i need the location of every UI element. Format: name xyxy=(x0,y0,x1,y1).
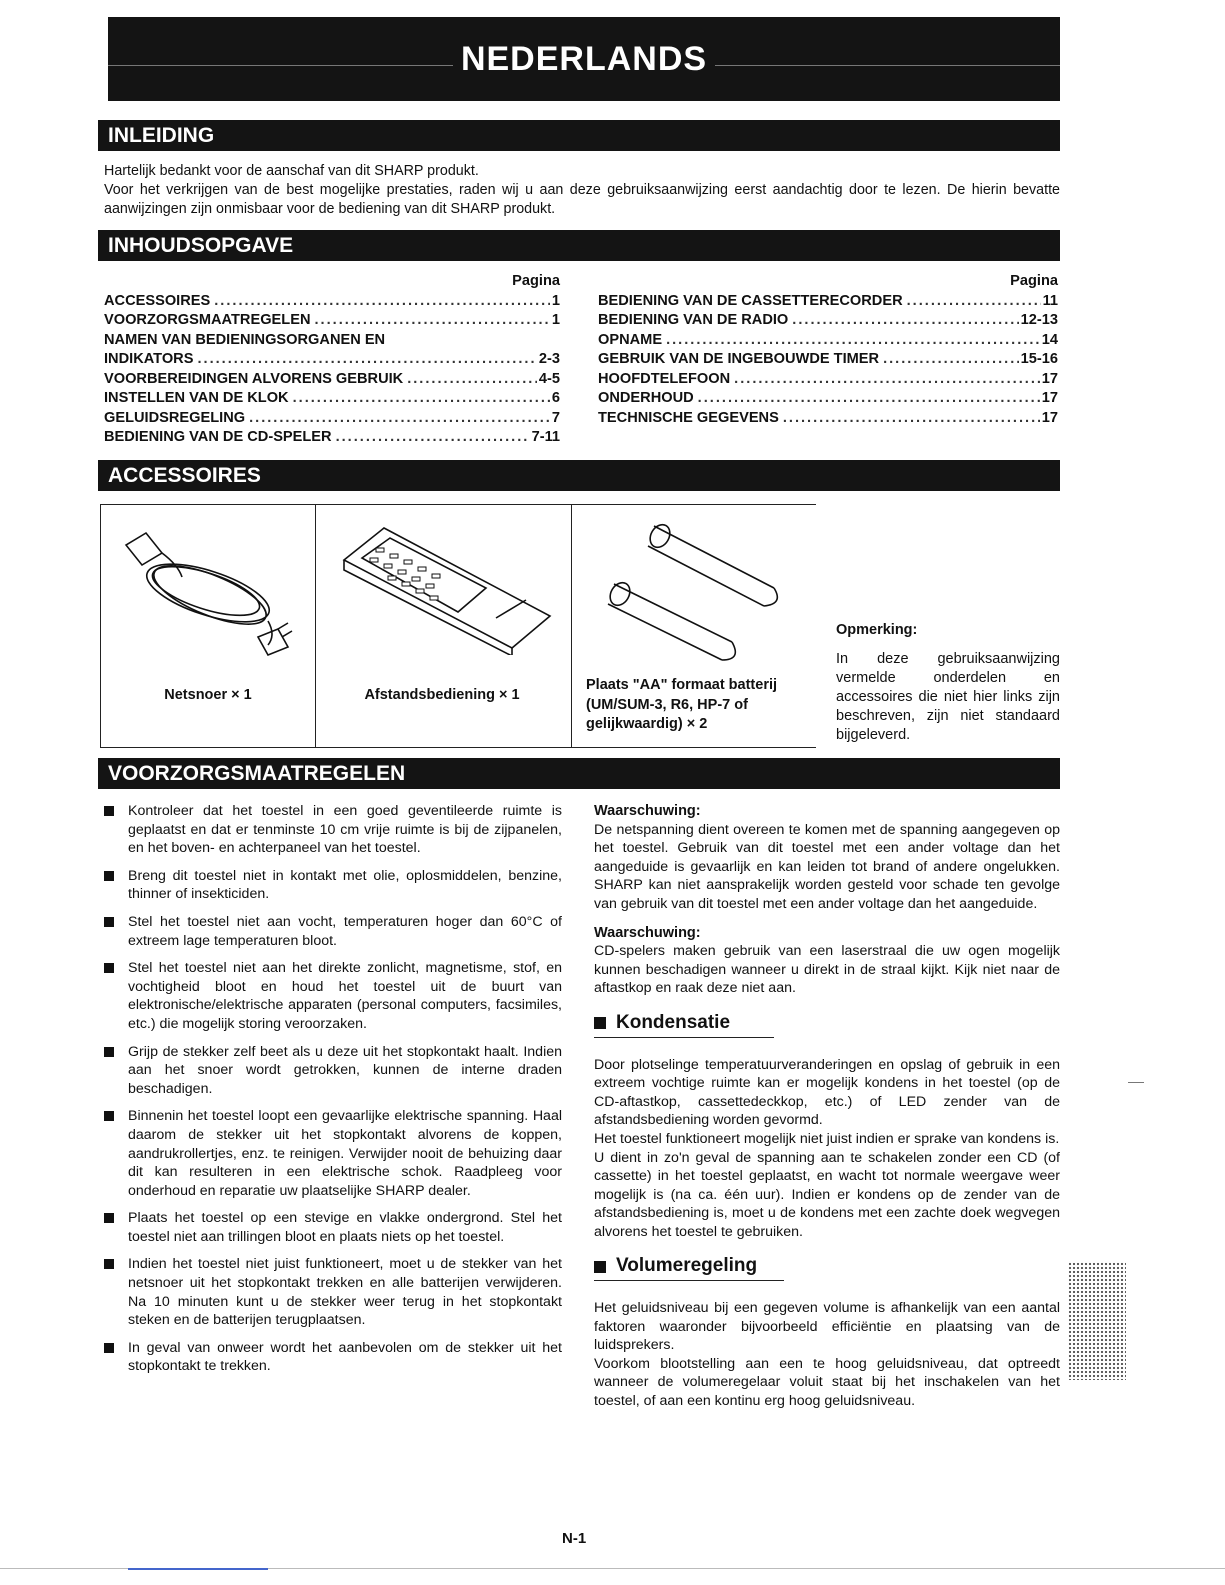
section-bar-precautions xyxy=(98,758,1060,789)
intro-text xyxy=(104,162,1060,219)
condensation-paragraph: Het toestel funktioneert mogelijk niet juist indien er sprake van kondens is. xyxy=(594,1130,1060,1147)
bullet-square xyxy=(594,1017,606,1029)
note-title: Opmerking: xyxy=(836,622,918,638)
toc-entry: GELUIDSREGELING ..... 7 xyxy=(104,409,560,429)
section-title-accessories: ACCESSOIRES xyxy=(108,464,267,487)
heading-underline xyxy=(594,1280,784,1281)
toc-page-header-right: Pagina xyxy=(1010,273,1058,289)
toc-entry: VOORZORGSMAATREGELEN ..... 1 xyxy=(104,311,560,331)
toc-entry: OPNAME ..... 14 xyxy=(598,331,1058,351)
heading-underline xyxy=(594,1037,774,1038)
section-title-toc: INHOUDSOPGAVE xyxy=(108,234,299,257)
caption-batteries: Plaats "AA" formaat batterij (UM/SUM-3, R6, HP-7 of gelijkwaardig) × 2 xyxy=(586,677,778,732)
warning-title: Waarschuwing: xyxy=(594,803,701,819)
bullet-square xyxy=(594,1261,606,1273)
side-tab-marker xyxy=(1068,1262,1126,1380)
title-banner xyxy=(108,17,1060,101)
section-title-intro: INLEIDING xyxy=(108,124,220,147)
page-title: NEDERLANDS xyxy=(453,40,715,79)
list-item: Grijp de stekker zelf beet als u deze uit het stopkontakt haalt. Indien aan het snoer wordt getrokken, kunnen de interne draden beschadigen. xyxy=(100,1043,562,1099)
margin-mark xyxy=(1128,1082,1144,1083)
toc-right xyxy=(598,272,1058,428)
section-bar-accessories xyxy=(98,460,1060,491)
list-item: Stel het toestel niet aan het direkte zonlicht, magnetisme, stof, en vochtigheid bloot en houd het toestel uit de buurt van elektronische/elektrische apparaten (personal computers, facsimiles, etc.) die mogelijk storing veroorzaken. xyxy=(100,959,562,1033)
intro-line-2: Voor het verkrijgen van de best mogelijke prestaties, raden wij u aan deze gebruiksaanwijzing eerst aandachtig door te lezen. De hierin bevatte aanwijzingen zijn onmisbaar voor de bediening van dit SHARP produkt. xyxy=(104,182,1060,217)
caption-remote: Afstandsbediening × 1 xyxy=(364,687,520,703)
section-bar-intro xyxy=(98,120,1060,151)
batteries-illustration xyxy=(596,514,796,674)
list-item: Stel het toestel niet aan vocht, temperaturen hoger dan 60°C of extreem lage temperaturen bloot. xyxy=(100,913,562,950)
volume-paragraph: Het geluidsniveau bij een gegeven volume is afhankelijk van een aantal faktoren waaronder bijvoorbeeld efficiëntie en plaatsing van de luidsprekers. xyxy=(594,1300,1060,1354)
toc-left xyxy=(104,272,560,448)
toc-entry: NAMEN VAN BEDIENINGSORGANEN EN xyxy=(104,331,386,348)
condensation-paragraph: Door plotselinge temperatuurveranderingen en opslag of gebruik in een extreem vochtige ruimte kan er mogelijk kondens in het toestel (op de CD-aftastkop, cassettedeckkop, etc.) of LED zender van de afstandsbediening worden gevormd. xyxy=(594,1056,1060,1129)
divider xyxy=(315,504,316,748)
power-cord-illustration xyxy=(118,525,298,665)
list-item: Indien het toestel niet juist funktioneert, moet u de stekker van het netsnoer uit het stopkontakt trekken en alle batterijen verwijderen. Na 10 minuten kunt u de stekker weer terug in het stopkontakt steken en de batterijen terugplaatsen. xyxy=(100,1255,562,1329)
section-title-precautions: VOORZORGSMAATREGELEN xyxy=(108,762,411,785)
footer-link-underline xyxy=(128,1568,268,1570)
toc-entry: ACCESSOIRES ..... 1 xyxy=(104,292,560,312)
list-item: Binnenin het toestel loopt een gevaarlijke elektrische spanning. Haal daarom de stekker uit het stopkontakt alvorens de koppen, aandrukrollertjes, enz. te reinigen. Verwijder nooit de behuizing daar dit kan resulteren in een elektrische schok. Raadpleeg voor onderhoud en reparatie uw plaatselijke SHARP dealer. xyxy=(100,1107,562,1200)
toc-entry: INDIKATORS ..... 2-3 xyxy=(104,350,560,370)
toc-entry: GEBRUIK VAN DE INGEBOUWDE TIMER ..... 15-16 xyxy=(598,350,1058,370)
toc-entry: VOORBEREIDINGEN ALVORENS GEBRUIK ..... 4-5 xyxy=(104,370,560,390)
condensation-heading: Kondensatie xyxy=(594,1014,1060,1033)
warning-text: CD-spelers maken gebruik van een laserstraal die uw ogen mogelijk kunnen beschadigen wanneer u direkt in de straal kijkt. Kijk niet naar de aftastkop en raak deze niet aan. xyxy=(594,943,1060,997)
page-number: N-1 xyxy=(562,1530,587,1547)
toc-entry: BEDIENING VAN DE RADIO ..... 12-13 xyxy=(598,311,1058,331)
note-text: In deze gebruiksaanwijzing vermelde onderdelen en accessoires die niet hier links zijn beschreven, zijn niet standaard bijgeleverd. xyxy=(836,651,1060,743)
warning-title: Waarschuwing: xyxy=(594,924,701,941)
remote-illustration xyxy=(336,520,558,655)
precautions-list xyxy=(100,802,562,1385)
caption-power-cord: Netsnoer × 1 xyxy=(164,687,252,703)
toc-entry: BEDIENING VAN DE CASSETTERECORDER ..... 11 xyxy=(598,292,1058,312)
toc-entry: ONDERHOUD ..... 17 xyxy=(598,389,1058,409)
toc-entry: HOOFDTELEFOON ..... 17 xyxy=(598,370,1058,390)
section-bar-toc xyxy=(98,230,1060,261)
list-item: Kontroleer dat het toestel in een goed geventileerde ruimte is geplaatst en dat er tenminste 10 cm vrije ruimte is bij de zijpanelen, en het boven- en achterpaneel van het toestel. xyxy=(100,802,562,858)
volume-heading: Volumeregeling xyxy=(594,1257,1060,1276)
condensation-paragraph: U dient in zo'n geval de spanning aan te schakelen zonder een CD (of cassette) in het toestel geplaatst, en wacht tot normale weergave weer mogelijk is (na ca. één uur). Indien er kondens op de zender van de afstandsbediening is, moet u de kondens met een zachte doek wegvegen alvorens het toestel te gebruiken. xyxy=(594,1149,1060,1240)
toc-page-header-left: Pagina xyxy=(512,273,560,289)
intro-line-1: Hartelijk bedankt voor de aanschaf van dit SHARP produkt. xyxy=(104,163,479,179)
list-item: Breng dit toestel niet in kontakt met olie, oplosmiddelen, benzine, thinner of insekticiden. xyxy=(100,867,562,904)
volume-paragraph: Voorkom blootstelling aan een te hoog geluidsniveau, dat optreedt wanneer de volumeregelaar voluit staat bij het inschakelen van het toestel, of aan een kontinu erg hoog geluidsniveau. xyxy=(594,1355,1060,1410)
warnings-column xyxy=(594,802,1060,1411)
toc-entry: INSTELLEN VAN DE KLOK ..... 6 xyxy=(104,389,560,409)
toc-entry: BEDIENING VAN DE CD-SPELER ..... 7-11 xyxy=(104,428,560,448)
list-item: In geval van onweer wordt het aanbevolen om de stekker uit het stopkontakt te trekken. xyxy=(100,1339,562,1376)
toc-entry: TECHNISCHE GEGEVENS ..... 17 xyxy=(598,409,1058,429)
list-item: Plaats het toestel op een stevige en vlakke ondergrond. Stel het toestel niet aan trillingen bloot en plaats niets op het toestel. xyxy=(100,1209,562,1246)
divider xyxy=(571,504,572,748)
warning-text: De netspanning dient overeen te komen met de spanning aangegeven op het toestel. Gebruik van dit toestel met een ander voltage dan het aangeduide is gevaarlijk en kan leiden tot brand of andere ongelukken. SHARP kan niet aansprakelijk worden gesteld voor schade ten gevolge van gebruik van dit toestel met een ander voltage dan het aangeduide. xyxy=(594,821,1060,912)
